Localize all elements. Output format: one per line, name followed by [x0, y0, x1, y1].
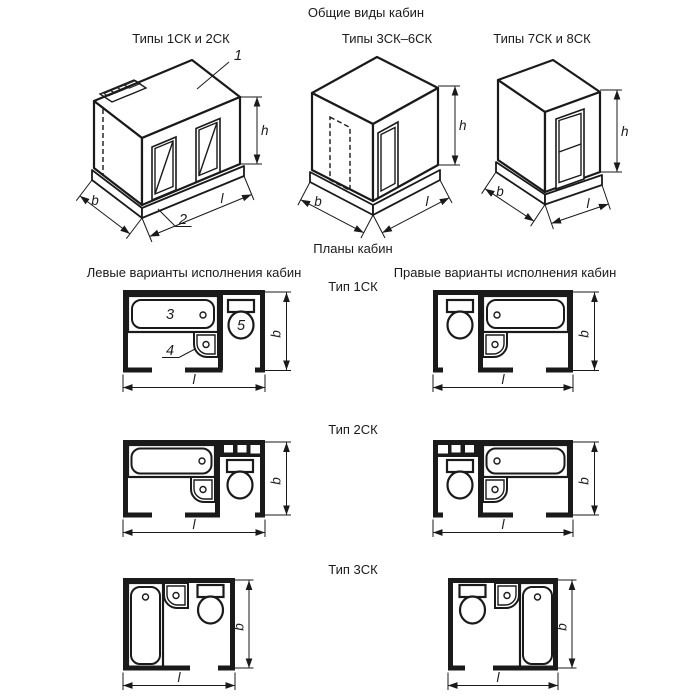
washbasin-icon	[483, 477, 507, 502]
dim-label-b: b	[314, 194, 322, 209]
callout-4	[162, 343, 195, 359]
title-general-views: Общие виды кабин	[307, 5, 425, 20]
view3-label: Типы 7СК и 8СК	[493, 31, 591, 46]
washbasin-icon	[483, 332, 507, 357]
toilet-icon	[460, 585, 486, 624]
plan-2sk-left	[123, 440, 291, 537]
dim-l	[123, 372, 265, 392]
dim-label-l: l	[192, 517, 196, 532]
dim-b	[265, 292, 291, 371]
title-plans: Планы кабин	[313, 241, 393, 256]
door-opening	[196, 119, 220, 183]
iso-view-types-3sk-6sk	[298, 31, 467, 238]
dim-label-b: b	[231, 623, 247, 631]
dim-label-l: l	[192, 372, 196, 387]
washbasin-icon	[194, 332, 218, 357]
bathtub-icon	[520, 583, 555, 668]
dim-l	[123, 517, 265, 537]
dim-b	[573, 442, 599, 515]
bathtub-icon	[483, 296, 568, 332]
dim-label-b: b	[268, 330, 284, 338]
dim-label-l: l	[586, 196, 590, 211]
bathtub-icon	[128, 445, 215, 477]
dim-label-h: h	[261, 123, 269, 138]
dim-label-b: b	[91, 193, 99, 208]
view1-label: Типы 1СК и 2СК	[132, 31, 230, 46]
dim-label-l: l	[501, 372, 505, 387]
dim-label-l: l	[501, 517, 505, 532]
door-opening	[556, 109, 584, 189]
toilet-icon	[447, 460, 473, 499]
iso-view-types-1sk-2sk	[76, 31, 268, 242]
bathtub-icon	[483, 445, 568, 477]
dim-height	[240, 97, 269, 164]
plan-3sk-left	[123, 578, 254, 690]
dim-l	[433, 372, 573, 392]
dim-label-b: b	[268, 477, 284, 485]
dim-label-l: l	[425, 194, 429, 209]
dim-l	[123, 670, 235, 690]
plan3-label: Тип 3СК	[328, 562, 378, 577]
callout-3: 3	[165, 307, 175, 323]
plan1-label: Тип 1СК	[328, 279, 378, 294]
dim-height	[438, 86, 467, 165]
iso-view-types-7sk-8sk	[482, 31, 629, 229]
plan-1sk-right	[433, 290, 599, 392]
dim-l	[448, 670, 558, 690]
door-opening	[378, 122, 398, 198]
callout-5: 5	[236, 318, 246, 334]
plan-3sk-right	[448, 578, 577, 690]
toilet-icon	[447, 300, 473, 339]
plan-2sk-right	[433, 440, 599, 537]
view2-label: Типы 3СК–6СК	[341, 31, 433, 46]
svg-text:1: 1	[234, 48, 243, 64]
dim-label-b: b	[576, 330, 592, 338]
svg-text:2: 2	[178, 212, 188, 228]
dim-label-b: b	[554, 623, 570, 631]
plan2-label: Тип 2СК	[328, 422, 378, 437]
washbasin-icon	[495, 583, 519, 608]
dim-b	[265, 442, 291, 515]
dim-label-l: l	[220, 191, 224, 206]
dim-label-h: h	[621, 124, 629, 139]
washbasin-icon	[191, 477, 215, 502]
dim-label-l: l	[496, 670, 500, 685]
dim-label-b: b	[576, 477, 592, 485]
dim-b	[573, 292, 599, 371]
callout-2	[158, 209, 192, 228]
toilet-icon	[198, 585, 224, 624]
door-opening	[152, 137, 176, 200]
dim-label-b: b	[496, 184, 504, 199]
washbasin-icon	[164, 583, 188, 608]
bathtub-icon	[128, 583, 163, 668]
dim-l	[433, 517, 573, 537]
title-left-variants: Левые варианты исполнения кабин	[86, 265, 302, 280]
svg-text:4: 4	[165, 343, 175, 359]
toilet-icon	[227, 460, 253, 499]
dim-label-l: l	[177, 670, 181, 685]
dim-height	[600, 90, 629, 172]
dim-label-h: h	[459, 118, 467, 133]
plan-1sk-left	[123, 290, 291, 392]
title-right-variants: Правые варианты исполнения кабин	[393, 265, 617, 280]
